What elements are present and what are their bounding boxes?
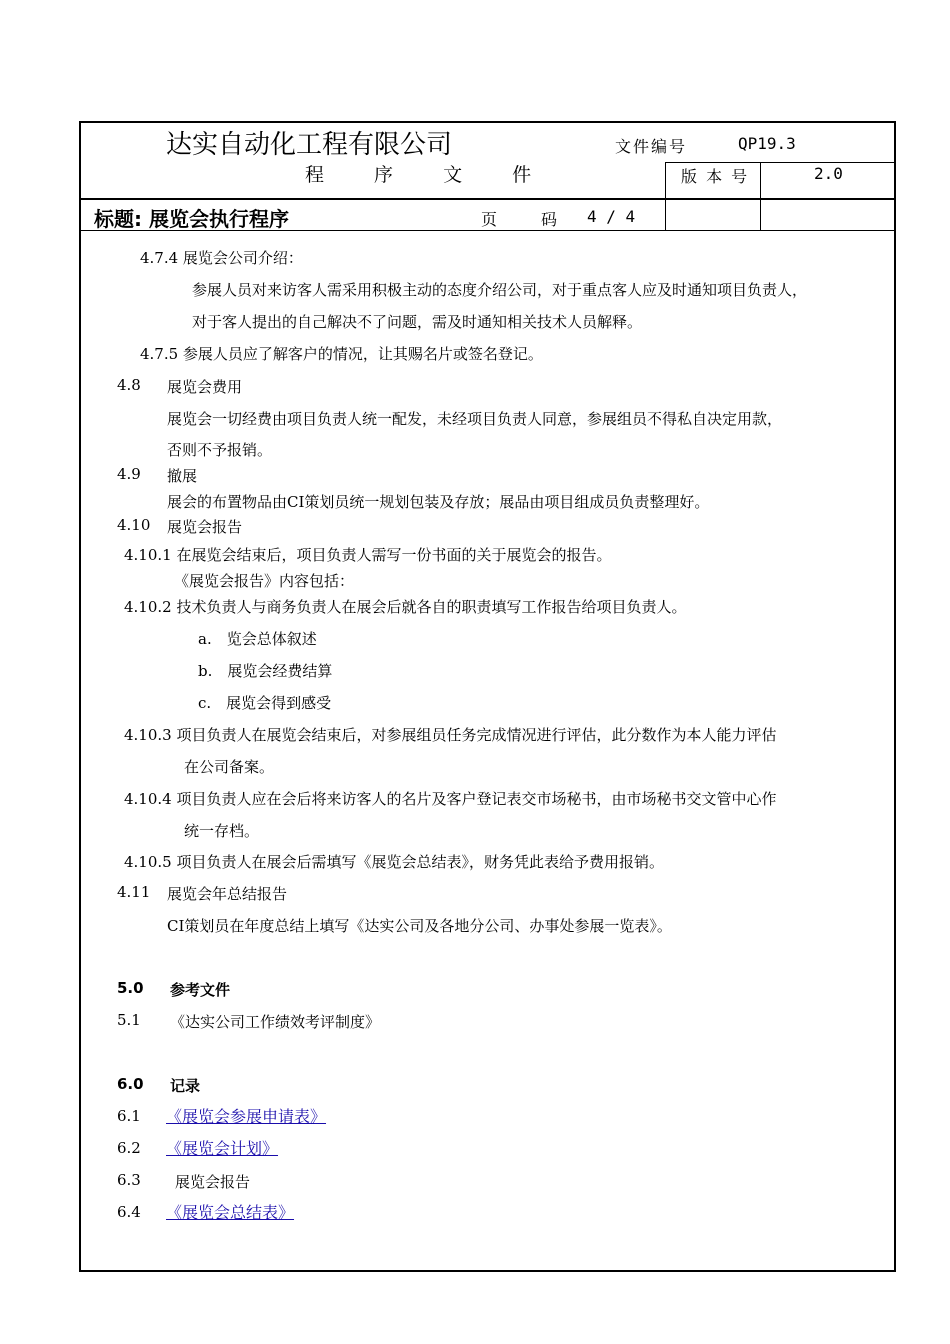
paragraph: 展览会一切经费由项目负责人统一配发，未经项目负责人同意，参展组员不得私自决定用款， (167, 410, 783, 428)
header-col-line-2 (760, 162, 761, 231)
section-4-10-3: 4.10.3 项目负责人在展览会结束后，对参展组员任务完成情况进行评估，此分数作为本人能力评估 (124, 726, 777, 744)
section-4-10-2: 4.10.2 技术负责人与商务负责人在展会后就各自的职责填写工作报告给项目负责人。 (124, 598, 687, 616)
section-6-0-number: 6.0 (117, 1075, 144, 1093)
document-title: 标题: 展览会执行程序 (94, 207, 289, 231)
paragraph: 《展览会报告》内容包括： (174, 572, 355, 590)
section-4-10-heading: 展览会报告 (167, 518, 243, 536)
section-4-10-1: 4.10.1 在展览会结束后，项目负责人需写一份书面的关于展览会的报告。 (124, 546, 612, 564)
section-6-1-number: 6.1 (117, 1107, 141, 1125)
header-col-line-1 (665, 162, 666, 231)
header-divider-right-mid (665, 162, 896, 163)
section-6-2-number: 6.2 (117, 1139, 141, 1157)
paragraph: 展会的布置物品由CI策划员统一规划包装及存放；展品由项目组成员负责整理好。 (167, 493, 710, 511)
paragraph: 在公司备案。 (184, 758, 275, 776)
company-name: 达实自动化工程有限公司 (166, 130, 453, 160)
section-5-0-heading: 参考文件 (170, 981, 231, 999)
record-link-exhibition-plan[interactable]: 《展览会计划》 (166, 1139, 279, 1158)
list-item-a: a. 览会总体叙述 (198, 630, 317, 648)
version-label: 版 本 号 (681, 167, 750, 186)
section-6-3-number: 6.3 (117, 1171, 141, 1189)
section-4-11-heading: 展览会年总结报告 (167, 885, 288, 903)
paragraph: CI策划员在年度总结上填写《达实公司及各地分公司、办事处参展一览表》。 (167, 917, 672, 935)
paragraph: 统一存档。 (184, 822, 260, 840)
paragraph: 参展人员对来访客人需采用积极主动的态度介绍公司，对于重点客人应及时通知项目负责人， (192, 281, 808, 299)
section-4-7-4: 4.7.4 展览会公司介绍： (140, 249, 303, 267)
section-4-10-5: 4.10.5 项目负责人在展会后需填写《展览会总结表》，财务凭此表给予费用报销。 (124, 853, 664, 871)
section-6-3-text: 展览会报告 (175, 1173, 251, 1191)
document-type: 程 序 文 件 (305, 164, 554, 186)
section-4-11-number: 4.11 (117, 883, 151, 901)
paragraph: 对于客人提出的自己解决不了问题，需及时通知相关技术人员解释。 (192, 313, 643, 331)
section-5-0-number: 5.0 (117, 979, 144, 997)
section-4-9-number: 4.9 (117, 465, 141, 483)
record-link-exhibition-application[interactable]: 《展览会参展申请表》 (166, 1107, 327, 1126)
section-4-8-heading: 展览会费用 (167, 378, 243, 396)
paragraph: 否则不予报销。 (167, 441, 273, 459)
section-4-10-number: 4.10 (117, 516, 151, 534)
section-5-1-number: 5.1 (117, 1011, 141, 1029)
section-4-8-number: 4.8 (117, 376, 141, 394)
section-5-1-text: 《达实公司工作绩效考评制度》 (170, 1013, 381, 1031)
section-4-10-4: 4.10.4 项目负责人应在会后将来访客人的名片及客户登记表交市场秘书，由市场秘书交文管中心作 (124, 790, 777, 808)
list-item-c: c. 展览会得到感受 (198, 694, 332, 712)
section-4-7-5: 4.7.5 参展人员应了解客户的情况，让其赐名片或签名登记。 (140, 345, 543, 363)
section-6-4-number: 6.4 (117, 1203, 141, 1221)
page-number: 4 / 4 (587, 207, 636, 226)
header-divider-main (79, 198, 896, 200)
doc-number-value: QP19.3 (738, 134, 796, 153)
version-value: 2.0 (814, 164, 843, 183)
section-4-9-heading: 撤展 (167, 467, 198, 485)
list-item-b: b. 展览会经费结算 (198, 662, 333, 680)
doc-number-label: 文件编号 (615, 137, 688, 156)
page-label: 页 码 (481, 210, 562, 229)
record-link-exhibition-summary[interactable]: 《展览会总结表》 (166, 1203, 295, 1222)
section-6-0-heading: 记录 (170, 1077, 201, 1095)
